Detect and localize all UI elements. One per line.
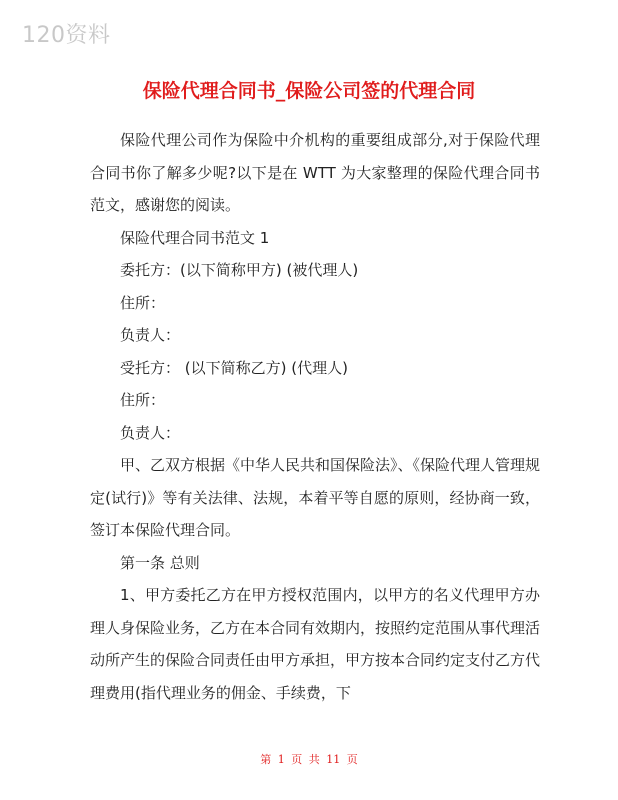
intro-paragraph: 保险代理公司作为保险中介机构的重要组成部分,对于保险代理合同书你了解多少呢?以下是在 WTT 为大家整理的保险代理合同书范文，感谢您的阅读。 [90,131,540,214]
agent-address: 住所： [120,391,166,409]
sample-heading: 保险代理合同书范文 1 [120,228,270,247]
document-body [90,124,540,709]
document-title: 保险代理合同书_保险公司签的代理合同 [142,80,476,102]
watermark: 120资料 [22,23,111,48]
basis-paragraph: 甲、乙双方根据《中华人民共和国保险法》、《保险代理人管理规定(试行)》等有关法律、法规，本着平等自愿的原则，经协商一致，签订本保险代理合同。 [90,456,541,539]
client-line: 委托方：(以下简称甲方) (被代理人) [120,261,359,279]
clause-1-paragraph: 1、甲方委托乙方在甲方授权范围内，以甲方的名义代理甲方办理人身保险业务，乙方在本合同有效期内，按照约定范围从事代理活动所产生的保险合同责任由甲方承担，甲方按本合同约定支付乙方代理费用(指代理业务的佣金、手续费，下 [90,586,541,702]
article-1-heading: 第一条 总则 [120,553,200,572]
client-address: 住所： [120,293,166,312]
page-footer: 第 1 页 共 11 页 [260,753,358,766]
client-person-in-charge: 负责人： [120,326,181,344]
agent-person-in-charge: 负责人： [120,423,181,442]
agent-line: 受托方： (以下简称乙方) (代理人) [120,358,348,377]
